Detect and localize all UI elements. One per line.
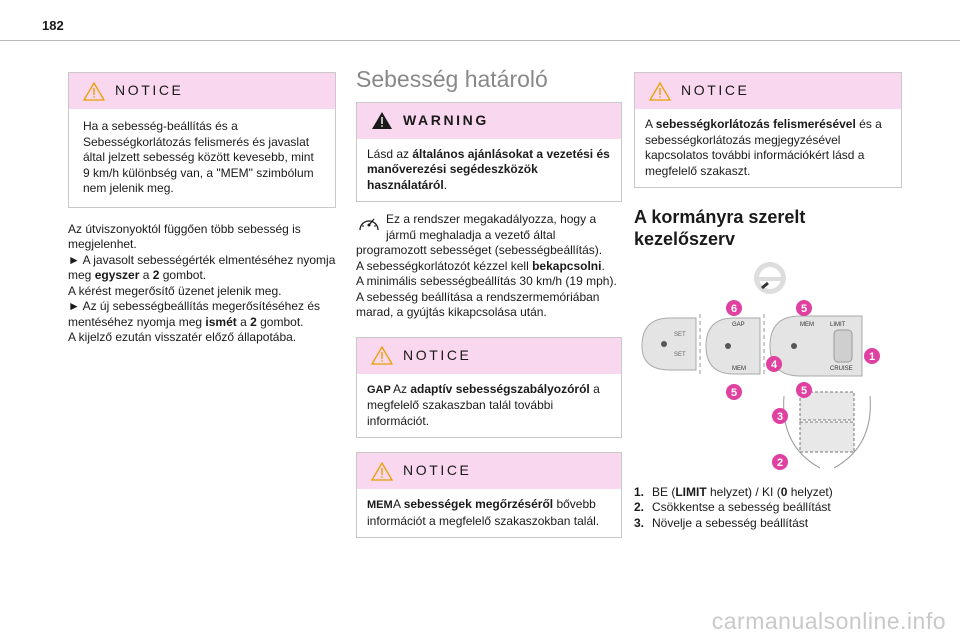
paragraph: Az útviszonyoktól függően több sebesség is megjelenhet. xyxy=(68,221,301,251)
warning-box xyxy=(356,102,622,203)
notice-header xyxy=(69,73,335,109)
svg-text:1: 1 xyxy=(868,351,876,363)
left-column xyxy=(68,72,336,346)
header-divider xyxy=(0,40,960,41)
middle-column xyxy=(356,66,622,538)
steering-wheel-icon xyxy=(754,262,786,294)
stalk-lower-views xyxy=(784,392,871,468)
warning-title: WARNING xyxy=(403,111,489,128)
mem-icon: MEM xyxy=(367,499,393,511)
bullet-step: ► A javasolt sebességérték elmentéséhez nyomja meg egyszer a 2 gombot. xyxy=(68,252,336,282)
bullet-step: ► Az új sebességbeállítás megerősítéséhez és mentéséhez nyomja meg ismét a 2 gombot. xyxy=(68,299,321,329)
notice-text: Ha a sebesség-beállítás és a Sebességkorlátozás felismerés és javaslat által jelzett sebesség között kevesebb, mint 9 km/h különbség van, a "MEM" szimbólum nem jelenik meg. xyxy=(83,119,314,195)
paragraph: A sebesség beállítása a rendszermemóriában marad, a gyújtás kikapcsolása után. xyxy=(356,289,600,319)
stalk-right xyxy=(770,316,862,376)
steering-control-diagram xyxy=(634,256,902,476)
section-heading: A kormányra szerelt kezelőszerv xyxy=(634,207,806,249)
notice-text: A sebességkorlátozás felismerésével és a sebességkorlátozás megjegyzésével kapcsolatos további információkért lásd a megfelelő szakaszt. xyxy=(645,117,882,178)
svg-text:5: 5 xyxy=(800,385,808,397)
svg-text:5: 5 xyxy=(800,303,808,315)
paragraph: A sebességkorlátozót kézzel kell bekapcsolni. xyxy=(356,258,605,273)
notice-box-mem xyxy=(356,452,622,538)
arrow-bullet-icon: ► xyxy=(68,252,83,267)
stalk-left xyxy=(642,318,696,370)
notice-box-right xyxy=(634,72,902,188)
list-item: 1. BE (LIMIT helyzet) / KI (0 helyzet) xyxy=(634,484,833,499)
notice-header xyxy=(357,338,621,374)
notice-header xyxy=(357,453,621,489)
page-number: 182 xyxy=(42,18,64,33)
notice-text: GAP Az adaptív sebességszabályozóról a megfelelő szakaszban talál további információt. xyxy=(367,381,600,428)
svg-text:4: 4 xyxy=(770,359,778,371)
notice-header xyxy=(635,73,901,109)
notice-title: NOTICE xyxy=(403,346,472,363)
warning-text: Lásd az általános ajánlásokat a vezetési és manőverezési segédeszközök használatáról. xyxy=(367,146,610,192)
svg-text:3: 3 xyxy=(776,411,784,423)
paragraph: A kijelző ezután visszatér előző állapotába. xyxy=(68,330,297,344)
right-column xyxy=(634,72,902,531)
paragraph: A kérést megerősítő üzenet jelenik meg. xyxy=(68,283,282,298)
svg-text:SET: SET xyxy=(674,332,686,338)
section-heading: Sebesség határoló xyxy=(356,66,548,92)
control-legend-list xyxy=(634,485,902,532)
svg-text:LIMIT: LIMIT xyxy=(830,322,846,328)
list-item: 3. Növelje a sebesség beállítást xyxy=(634,515,809,530)
notice-box-gap xyxy=(356,337,622,439)
arrow-bullet-icon: ► xyxy=(68,299,83,313)
notice-title: NOTICE xyxy=(115,82,184,99)
svg-text:GAP: GAP xyxy=(732,322,745,328)
notice-box-left xyxy=(68,72,336,208)
middle-body xyxy=(356,212,622,321)
caution-triangle-icon xyxy=(83,82,105,101)
svg-text:SET: SET xyxy=(674,352,686,358)
caution-triangle-icon xyxy=(371,462,393,481)
warning-header xyxy=(357,103,621,139)
stalk-middle xyxy=(706,318,760,374)
left-body xyxy=(68,222,336,346)
gap-icon: GAP xyxy=(367,383,391,396)
svg-text:MEM: MEM xyxy=(732,366,746,372)
paragraph: A minimális sebességbeállítás 30 km/h (19 mph). xyxy=(356,274,617,288)
svg-text:MEM: MEM xyxy=(800,322,814,328)
paragraph: Ez a rendszer megakadályozza, hogy a jármű meghaladja a vezető által programozott sebességet (sebességbeállítás). xyxy=(356,212,603,257)
watermark: carmanualsonline.info xyxy=(711,608,946,634)
caution-triangle-icon xyxy=(649,82,671,101)
warning-triangle-icon xyxy=(371,111,393,130)
notice-text: MEMA sebességek megőrzéséről bővebb információt a megfelelő szakaszokban talál. xyxy=(367,497,600,528)
speed-limiter-icon xyxy=(356,212,382,238)
svg-text:CRUISE: CRUISE xyxy=(830,366,853,372)
svg-text:6: 6 xyxy=(730,303,738,315)
svg-text:5: 5 xyxy=(730,387,738,399)
list-item: 2. Csökkentse a sebesség beállítást xyxy=(634,500,831,514)
notice-title: NOTICE xyxy=(403,462,472,479)
notice-title: NOTICE xyxy=(681,82,750,99)
svg-text:2: 2 xyxy=(776,457,784,469)
caution-triangle-icon xyxy=(371,346,393,365)
